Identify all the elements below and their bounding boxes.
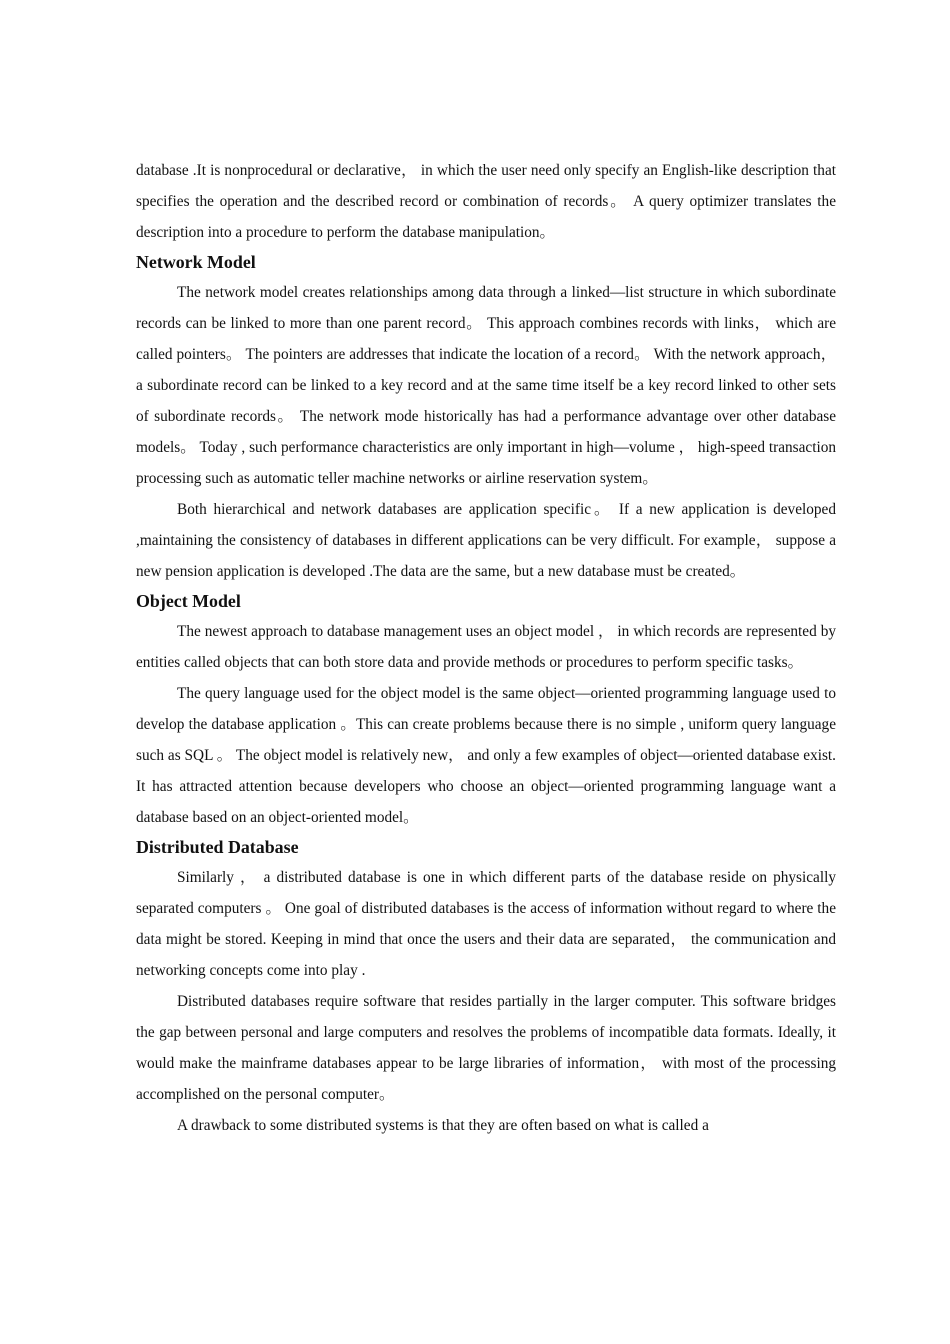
heading-object-model: Object Model <box>136 591 241 611</box>
paragraph-distributed-software: Distributed databases require software that resides partially in the larger computer. This software bridges the gap between personal and large computers and resolves the problems of incompatible data formats. Ideally, it would make the mainframe databases appear to be large libraries of information， with most of the processing accomplished on the personal computer。 <box>136 993 836 1103</box>
paragraph-distributed-database: Similarly ， a distributed database is one in which different parts of the database reside on physically separated computers 。 One goal of distributed databases is the access of information without regard to where the data might be stored. Keeping in mind that once the users and their data are separated， the communication and networking concepts come into play . <box>136 869 836 979</box>
heading-network-model: Network Model <box>136 252 256 272</box>
heading-distributed-database: Distributed Database <box>136 837 299 857</box>
document-page <box>136 155 836 1141</box>
paragraph-network-model: The network model creates relationships among data through a linked—list structure in which subordinate records can be linked to more than one parent record。 This approach combines records with links， which are called pointers。 The pointers are addresses that indicate the location of a record。 With the network approach， a subordinate record can be linked to a key record and at the same time itself be a key record linked to other sets of subordinate records。 The network mode historically has had a performance advantage over other database models。 Today , such performance characteristics are only important in high—volume ， high-speed transaction processing such as automatic teller machine networks or airline reservation system。 <box>136 284 836 487</box>
paragraph-object-model: The newest approach to database management uses an object model ， in which records are represented by entities called objects that can both store data and provide methods or procedures to perform specific tasks。 <box>136 623 836 671</box>
paragraph-distributed-drawback: A drawback to some distributed systems is that they are often based on what is called a <box>177 1117 709 1134</box>
paragraph-object-query-language: The query language used for the object model is the same object—oriented programming language used to develop the database application 。This can create problems because there is no simple , uniform query language such as SQL 。 The object model is relatively new， and only a few examples of object—oriented database exist. It has attracted attention because developers who choose an object—oriented programming language want a database based on an object-oriented model。 <box>136 685 836 826</box>
paragraph-query-optimizer: database .It is nonprocedural or declarative， in which the user need only specify an English-like description that specifies the operation and the described record or combination of records。 A query optimizer translates the description into a procedure to perform the database manipulation。 <box>136 162 836 241</box>
paragraph-application-specific: Both hierarchical and network databases are application specific。 If a new application is developed ,maintaining the consistency of databases in different applications can be very difficult. For example， suppose a new pension application is developed .The data are the same, but a new database must be created。 <box>136 501 836 580</box>
